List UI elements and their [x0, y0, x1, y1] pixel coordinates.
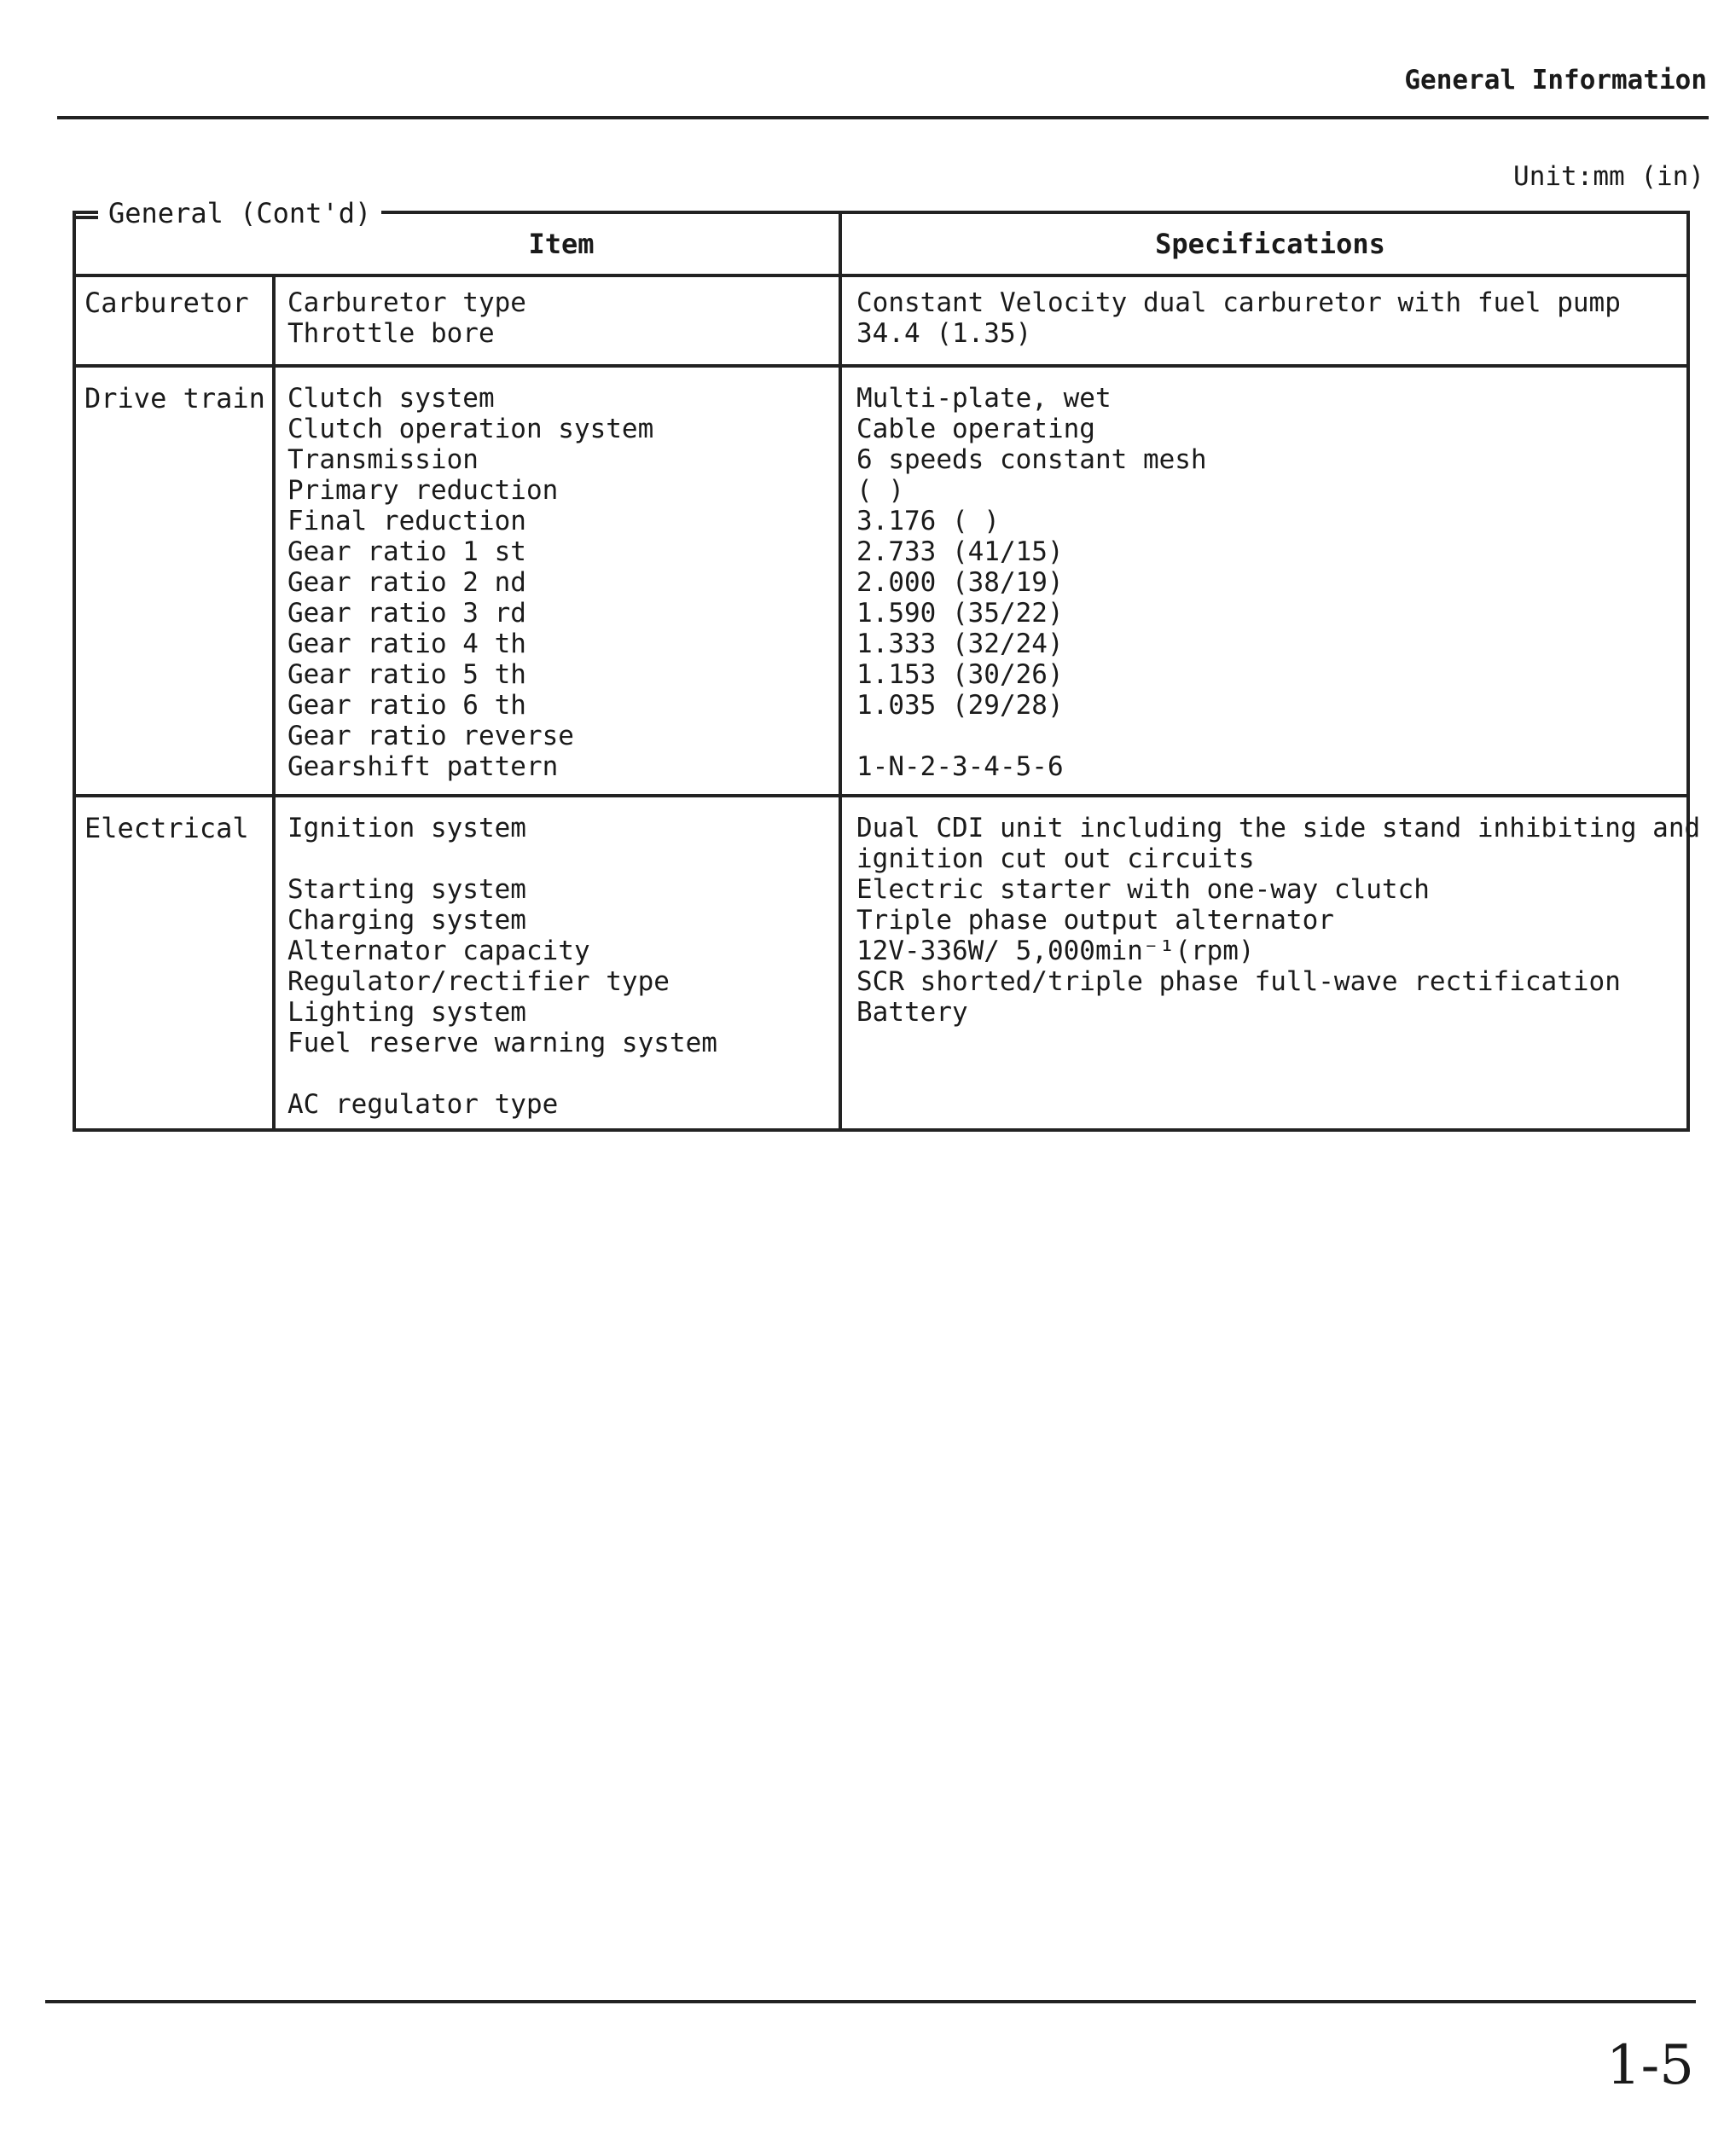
- item-line: Gear ratio 6 th: [287, 690, 526, 721]
- item-line: Fuel reserve warning system: [287, 1028, 717, 1058]
- spec-line: Multi-plate, wet: [856, 383, 1112, 414]
- item-line: Gearshift pattern: [287, 751, 559, 782]
- item-line: Throttle bore: [287, 318, 495, 349]
- group-divider: [76, 794, 1686, 797]
- item-line: Gear ratio 2 nd: [287, 567, 526, 598]
- spec-line: 3.176 ( ): [856, 506, 1000, 536]
- item-line: [287, 843, 717, 874]
- item-column: [287, 287, 526, 349]
- item-line: Charging system: [287, 905, 526, 936]
- spec-table: [73, 211, 1701, 1132]
- item-line: [287, 1058, 717, 1089]
- page-header-title: General Information: [1404, 65, 1707, 96]
- spec-line: 1-N-2-3-4-5-6: [856, 751, 1064, 782]
- spec-line: [856, 721, 1207, 751]
- spec-line: Constant Velocity dual carburetor with fuel pump: [856, 287, 1621, 318]
- item-line: AC regulator type: [287, 1089, 559, 1120]
- table-group-carburetor: [76, 274, 1686, 368]
- header-rule: [57, 116, 1709, 119]
- item-column: [287, 813, 717, 1120]
- table-group-electrical: [76, 797, 1701, 1132]
- item-line: Ignition system: [287, 813, 526, 843]
- spec-line: 6 speeds constant mesh: [856, 444, 1207, 475]
- item-line: Starting system: [287, 874, 526, 905]
- item-line: Regulator/rectifier type: [287, 966, 670, 997]
- spec-line: ( ): [856, 475, 904, 506]
- spec-line: 1.153 (30/26): [856, 659, 1064, 690]
- item-line: Gear ratio reverse: [287, 721, 574, 751]
- spec-line: SCR shorted/triple phase full-wave rectification: [856, 966, 1621, 997]
- unit-label: Unit:mm (in): [1513, 161, 1704, 192]
- category-label: Carburetor: [84, 287, 249, 319]
- section-label: General (Cont'd): [98, 197, 381, 229]
- category-label: Drive train: [84, 382, 265, 414]
- spec-line: ignition cut out circuits: [856, 843, 1255, 874]
- spec-line: 2.000 (38/19): [856, 567, 1064, 598]
- item-line: Transmission: [287, 444, 479, 475]
- item-line: Lighting system: [287, 997, 526, 1028]
- spec-line: 34.4 (1.35): [856, 318, 1032, 349]
- item-line: Gear ratio 3 rd: [287, 598, 526, 629]
- group-divider: [76, 364, 1686, 368]
- spec-line: Triple phase output alternator: [856, 905, 1334, 936]
- table-group-drive-train: [76, 368, 1686, 797]
- item-line: Gear ratio 1 st: [287, 536, 526, 567]
- header-item: Item: [528, 228, 595, 260]
- spec-column: [856, 813, 1700, 1120]
- spec-line: [856, 1058, 1700, 1089]
- item-line: Gear ratio 4 th: [287, 629, 526, 659]
- spec-column: [856, 383, 1207, 782]
- item-line: Clutch operation system: [287, 414, 654, 444]
- spec-line: [856, 1028, 1700, 1058]
- spec-line: Electric starter with one-way clutch: [856, 874, 1430, 905]
- page-number: 1-5: [1605, 2034, 1694, 2097]
- header-specifications: Specifications: [1155, 228, 1385, 260]
- footer-rule: [45, 2000, 1696, 2003]
- item-line: Alternator capacity: [287, 936, 590, 966]
- spec-line: Dual CDI unit including the side stand inhibiting and: [856, 813, 1701, 843]
- item-line: Primary reduction: [287, 475, 559, 506]
- spec-line: 12V-336W/ 5,000min⁻¹(rpm): [856, 936, 1255, 966]
- item-column: [287, 383, 653, 782]
- item-line: Final reduction: [287, 506, 526, 536]
- category-label: Electrical: [84, 812, 249, 844]
- spec-line: 1.590 (35/22): [856, 598, 1064, 629]
- spec-line: Cable operating: [856, 414, 1095, 444]
- item-line: Carburetor type: [287, 287, 526, 318]
- spec-line: 2.733 (41/15): [856, 536, 1064, 567]
- spec-line: Battery: [856, 997, 968, 1028]
- item-line: Clutch system: [287, 383, 495, 414]
- spec-line: 1.035 (29/28): [856, 690, 1064, 721]
- spec-line: [856, 1089, 1700, 1120]
- spec-line: 1.333 (32/24): [856, 629, 1064, 659]
- spec-column: [856, 287, 1621, 349]
- item-line: Gear ratio 5 th: [287, 659, 526, 690]
